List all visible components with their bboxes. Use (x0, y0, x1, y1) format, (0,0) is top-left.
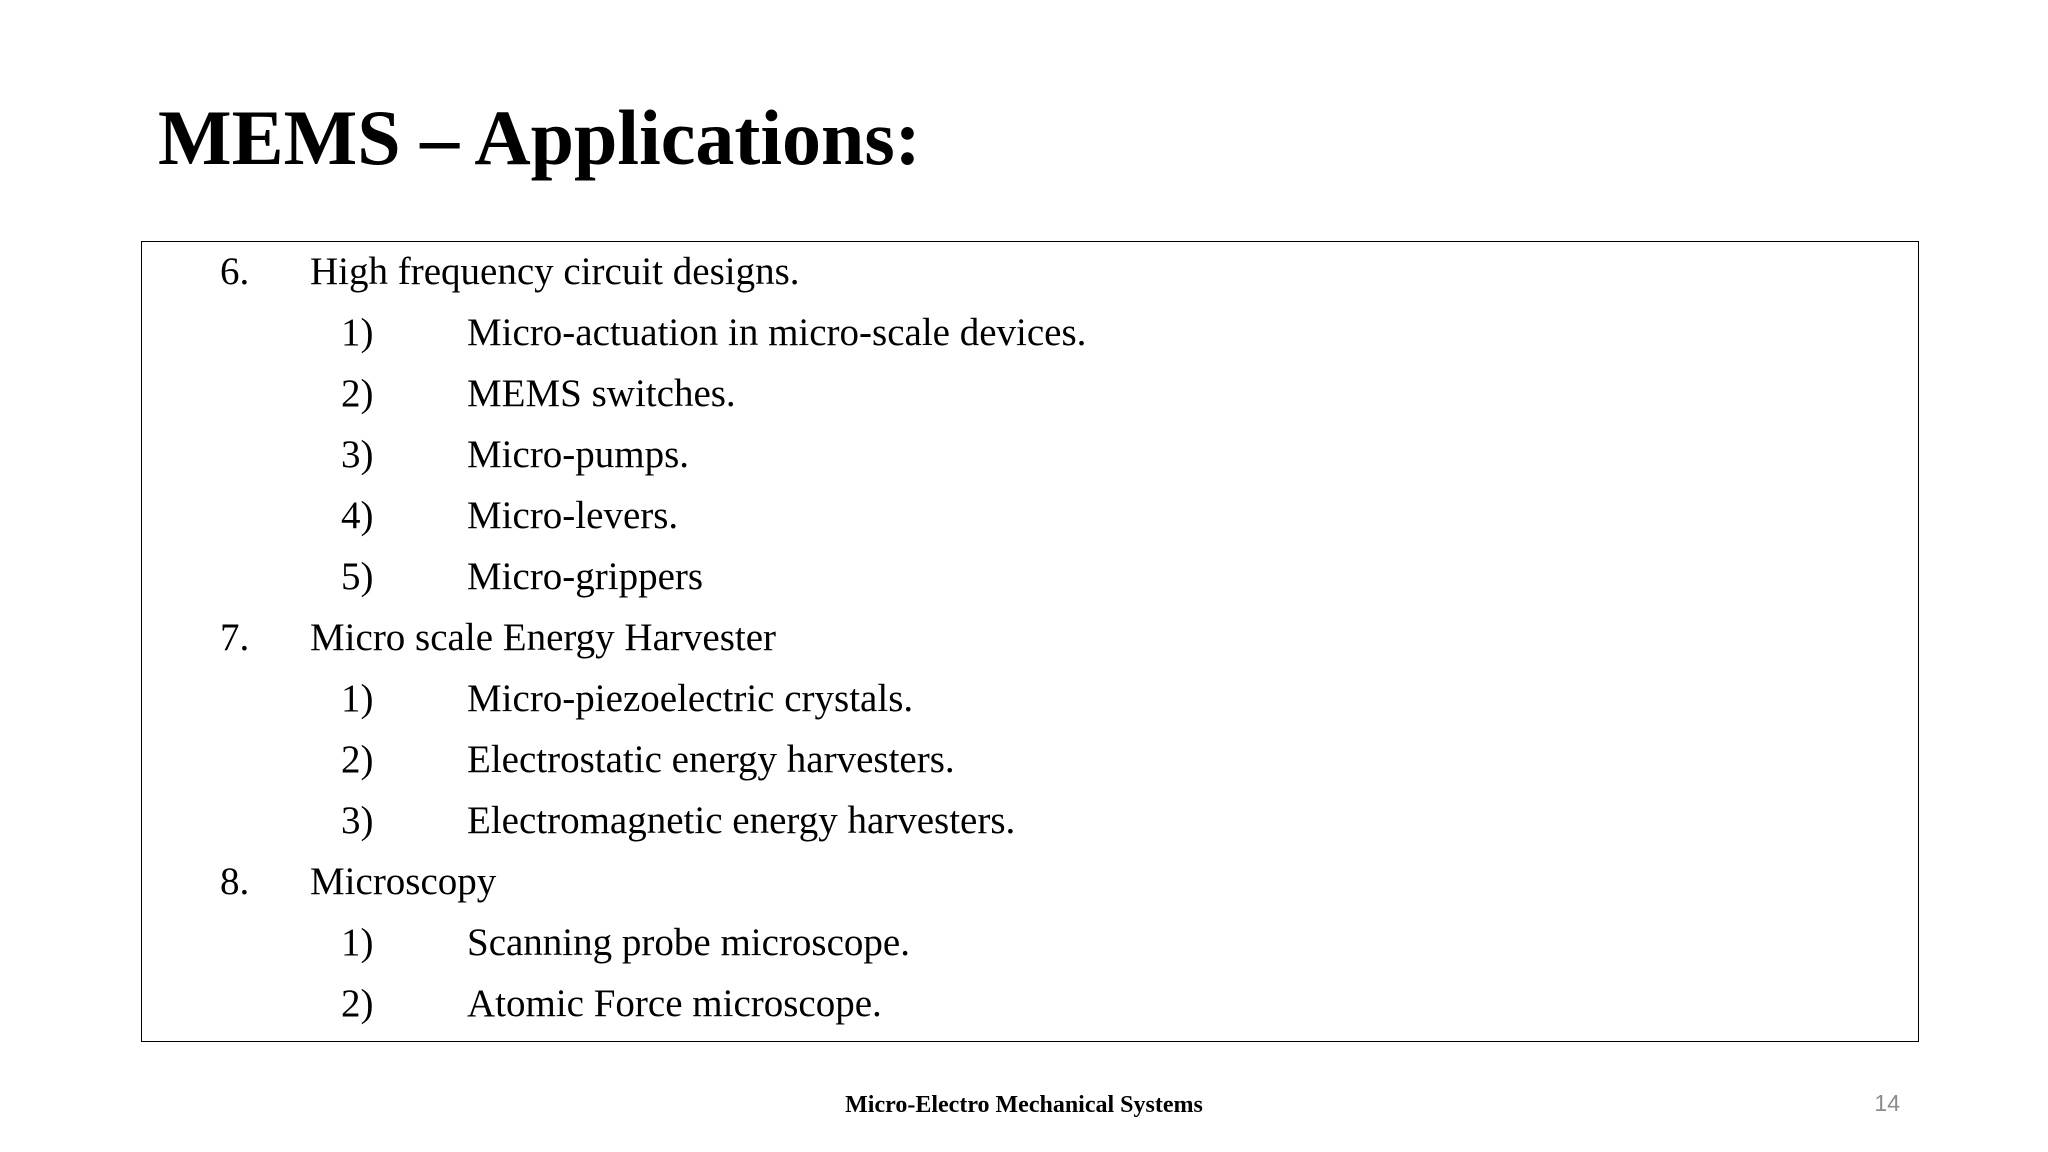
list-item-number: 8. (220, 860, 250, 903)
list-item-text: Micro-levers. (467, 494, 679, 537)
list-item-number: 5) (341, 555, 374, 598)
list-item (142, 364, 1918, 424)
list-item-number: 2) (341, 738, 374, 781)
list-item-text: Scanning probe microscope. (467, 921, 910, 964)
slide-title: MEMS – Applications: (158, 94, 921, 181)
list-item-number: 7. (220, 616, 250, 659)
list-item-text: Micro-piezoelectric crystals. (467, 677, 914, 720)
slide-footer: Micro-Electro Mechanical Systems (845, 1092, 1203, 1118)
list-item-number: 2) (341, 372, 374, 415)
list-item-number: 1) (341, 921, 374, 964)
list-item-number: 3) (341, 433, 374, 476)
list-item-number: 4) (341, 494, 374, 537)
list-item-text: Micro-grippers (467, 555, 704, 598)
list-item (142, 608, 1918, 668)
list-item-text: Atomic Force microscope. (467, 982, 882, 1025)
list-item-number: 2) (341, 982, 374, 1025)
list-item-number: 1) (341, 311, 374, 354)
list-item (142, 425, 1918, 485)
list-item-text: Micro scale Energy Harvester (310, 616, 777, 659)
list-item-text: Microscopy (310, 860, 497, 903)
list-item-number: 6. (220, 250, 250, 293)
list-item-text: Micro-pumps. (467, 433, 690, 476)
slide-page-number: 14 (1874, 1090, 1900, 1116)
list-item (142, 913, 1918, 973)
list-item (142, 974, 1918, 1034)
list-item (142, 852, 1918, 912)
list-item (142, 669, 1918, 729)
content-box (141, 241, 1919, 1042)
list-item-text: MEMS switches. (467, 372, 736, 415)
list-item-text: Electromagnetic energy harvesters. (467, 799, 1016, 842)
list-item-text: Micro-actuation in micro-scale devices. (467, 311, 1087, 354)
list-item-text: Electrostatic energy harvesters. (467, 738, 955, 781)
list-item (142, 730, 1918, 790)
list-item (142, 242, 1918, 302)
list-item-text: High frequency circuit designs. (310, 250, 800, 293)
list-item (142, 486, 1918, 546)
list-item (142, 547, 1918, 607)
list-item (142, 791, 1918, 851)
list-item-number: 1) (341, 677, 374, 720)
list-item-number: 3) (341, 799, 374, 842)
list-item (142, 303, 1918, 363)
